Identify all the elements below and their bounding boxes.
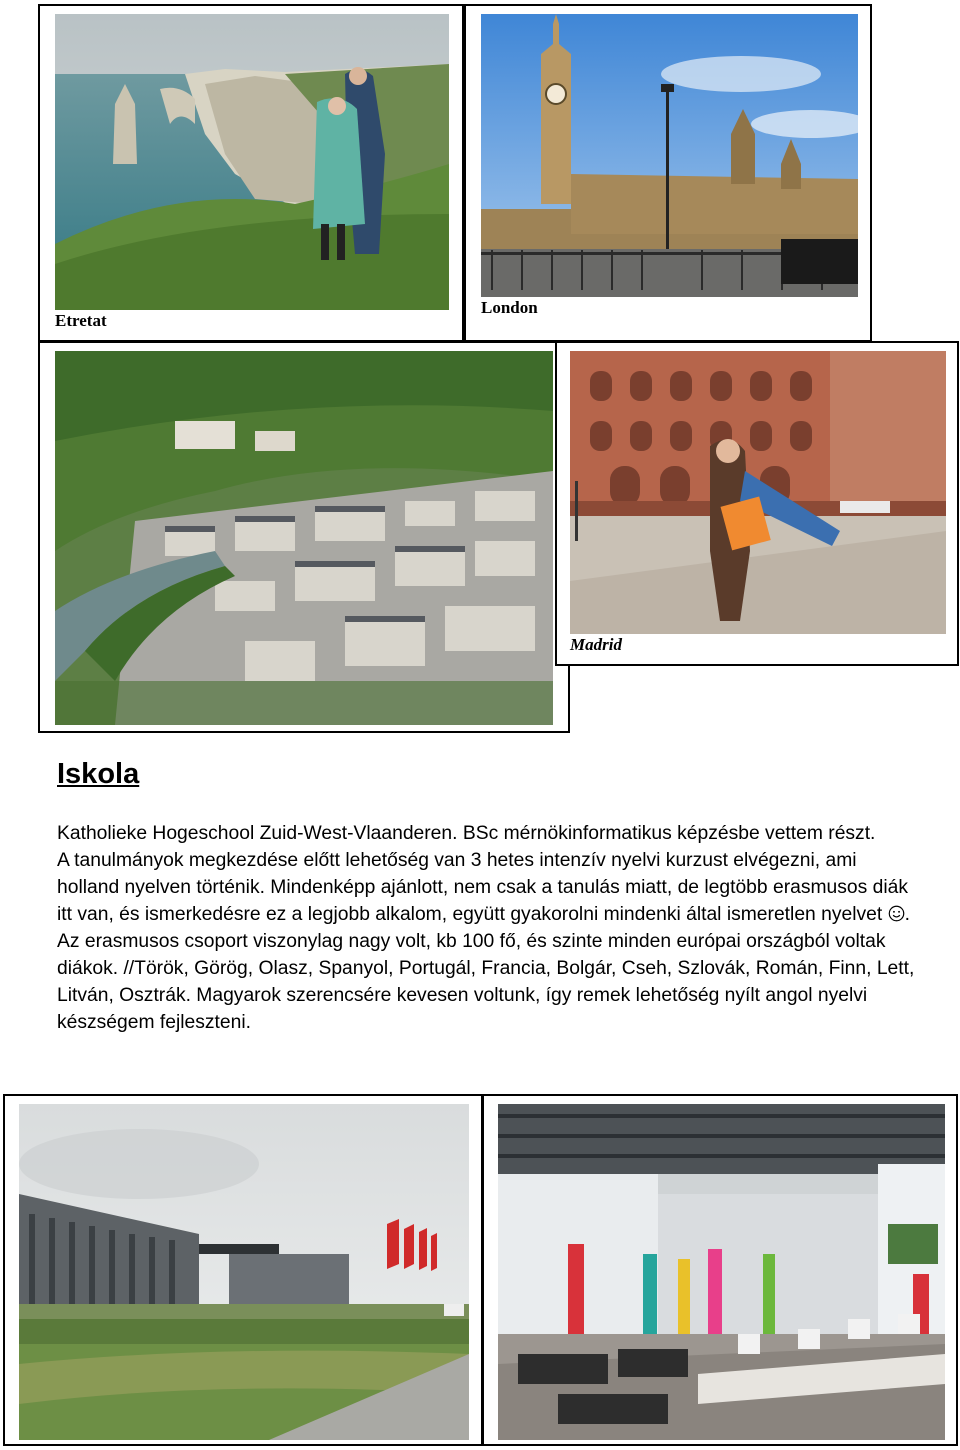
paragraph-2 <box>57 847 917 1036</box>
madrid-photo <box>570 351 946 634</box>
caption-london: London <box>481 298 538 317</box>
paragraph-1: Katholieke Hogeschool Zuid-West-Vlaanderen. BSc mérnökinformatikus képzésbe vettem részt. <box>57 823 876 844</box>
section-body <box>57 820 917 1036</box>
school-exterior-photo <box>19 1104 469 1440</box>
london-photo <box>481 14 858 297</box>
caption-madrid: Madrid <box>570 635 622 654</box>
paragraph-2-part-1: A tanulmányok megkezdése előtt lehetőség van 3 hetes intenzív nyelvi kurzust elvégezni, ami holland nyelven történik. Mindenképp ajánlott, nem csak a tanulás miatt, de legtöbb erasmusos diák itt van, és ismerkedésre ez a legjobb alkalom, együtt gyakorolni mindenki által ismeretlen nyelvet <box>57 850 909 925</box>
town-photo <box>55 351 553 725</box>
caption-etretat: Etretat <box>55 311 107 330</box>
photo-frame-school-exterior <box>3 1094 483 1446</box>
smiley-icon <box>888 905 905 922</box>
paragraph-2-part-2: . Az erasmusos csoport viszonylag nagy volt, kb 100 fő, és szinte minden európai országból voltak diákok. //Török, Görög, Olasz, Spanyol, Portugál, Francia, Bolgár, Cseh, Szlovák, Román, Finn, Lett, Litván, Osztrák. Magyarok szerencsére kevesen voltunk, így remek lehetőség nyílt angol nyelvi készségem fejleszteni. <box>57 904 915 1033</box>
etretat-photo <box>55 14 449 310</box>
section-heading: Iskola <box>57 758 140 790</box>
photo-frame-london <box>464 4 872 342</box>
photo-frame-etretat <box>38 4 464 342</box>
photo-frame-madrid <box>555 341 959 666</box>
photo-frame-school-interior <box>482 1094 958 1446</box>
photo-frame-town <box>38 341 570 733</box>
school-interior-photo <box>498 1104 945 1440</box>
